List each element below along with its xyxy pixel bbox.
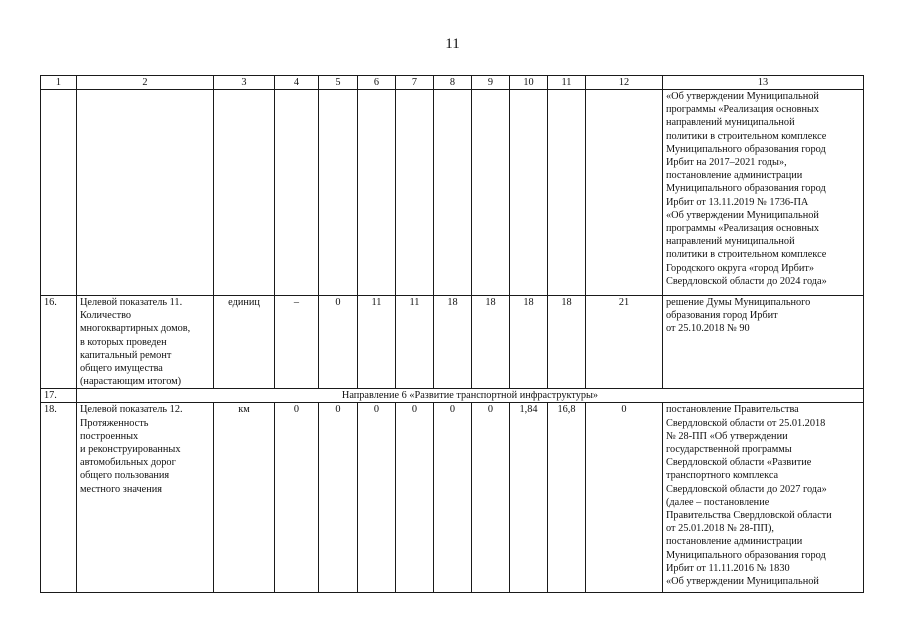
column-header: 2: [77, 76, 214, 90]
value-cell: 18: [548, 296, 586, 389]
column-header: 8: [434, 76, 472, 90]
column-header: 6: [358, 76, 396, 90]
value-cell: [434, 90, 472, 296]
value-cell: 0: [396, 403, 434, 593]
unit-cell: [214, 90, 275, 296]
value-cell: 18: [472, 296, 510, 389]
column-header: 11: [548, 76, 586, 90]
column-number-header-row: [41, 76, 864, 90]
value-cell: 11: [396, 296, 434, 389]
column-header: 5: [319, 76, 358, 90]
column-header: 7: [396, 76, 434, 90]
column-header: 12: [586, 76, 663, 90]
table-row-17: [41, 389, 864, 403]
value-cell: 0: [472, 403, 510, 593]
page-number: 11: [445, 36, 460, 52]
indicator-name-cell: [77, 90, 214, 296]
value-cell: 0: [319, 403, 358, 593]
legal-basis-cell: постановление Правительства Свердловской области от 25.01.2018 № 28-ПП «Об утверждении государственной программы Свердловской области «Развитие транспортного комплекса Свердловской области до 2027 года» (далее – постановление Правительства Свердловской области от 25.01.2018 № 28-ПП), постановление администрации Муниципального образования город Ирбит от 11.11.2016 № 1830 «Об утверждении Муниципальной: [663, 403, 864, 593]
value-cell: 0: [434, 403, 472, 593]
value-cell: 0: [358, 403, 396, 593]
section-title-cell: Направление 6 «Развитие транспортной инфраструктуры»: [77, 389, 864, 403]
unit-cell: единиц: [214, 296, 275, 389]
indicator-name-cell: Целевой показатель 11. Количество многоквартирных домов, в которых проведен капитальный ремонт общего имущества (нарастающим итогом): [77, 296, 214, 389]
table-row-16: [41, 296, 864, 389]
value-cell: 18: [510, 296, 548, 389]
table-row-continuation: [41, 90, 864, 296]
legal-basis-cell: «Об утверждении Муниципальной программы «Реализация основных направлений муниципальной политики в строительном комплексе Муниципального образования город Ирбит на 2017–2021 годы», постановление администрации Муниципального образования город Ирбит от 13.11.2019 № 1736-ПА «Об утверждении Муниципальной программы «Реализация основных направлений муниципальной политики в строительном комплексе Городского округа «город Ирбит» Свердловской области до 2024 года»: [663, 90, 864, 296]
value-cell: 0: [275, 403, 319, 593]
column-header: 1: [41, 76, 77, 90]
value-cell: [586, 90, 663, 296]
column-header: 9: [472, 76, 510, 90]
value-cell: 0: [319, 296, 358, 389]
value-cell: [319, 90, 358, 296]
value-cell: 16,8: [548, 403, 586, 593]
value-cell: 18: [434, 296, 472, 389]
unit-cell: км: [214, 403, 275, 593]
indicator-name-cell: Целевой показатель 12. Протяженность построенных и реконструированных автомобильных дорог общего пользования местного значения: [77, 403, 214, 593]
value-cell: 1,84: [510, 403, 548, 593]
value-cell: [275, 90, 319, 296]
legal-basis-cell: решение Думы Муниципального образования город Ирбит от 25.10.2018 № 90: [663, 296, 864, 389]
value-cell: [358, 90, 396, 296]
value-cell: 11: [358, 296, 396, 389]
value-cell: –: [275, 296, 319, 389]
column-header: 10: [510, 76, 548, 90]
value-cell: 0: [586, 403, 663, 593]
indicators-table: [40, 75, 864, 593]
value-cell: [548, 90, 586, 296]
row-index-cell: 16.: [41, 296, 77, 389]
row-index-cell: 17.: [41, 389, 77, 403]
row-index-cell: 18.: [41, 403, 77, 593]
value-cell: [510, 90, 548, 296]
column-header: 3: [214, 76, 275, 90]
table-row-18: [41, 403, 864, 593]
column-header: 4: [275, 76, 319, 90]
row-index-cell: [41, 90, 77, 296]
value-cell: [472, 90, 510, 296]
column-header: 13: [663, 76, 864, 90]
value-cell: 21: [586, 296, 663, 389]
value-cell: [396, 90, 434, 296]
